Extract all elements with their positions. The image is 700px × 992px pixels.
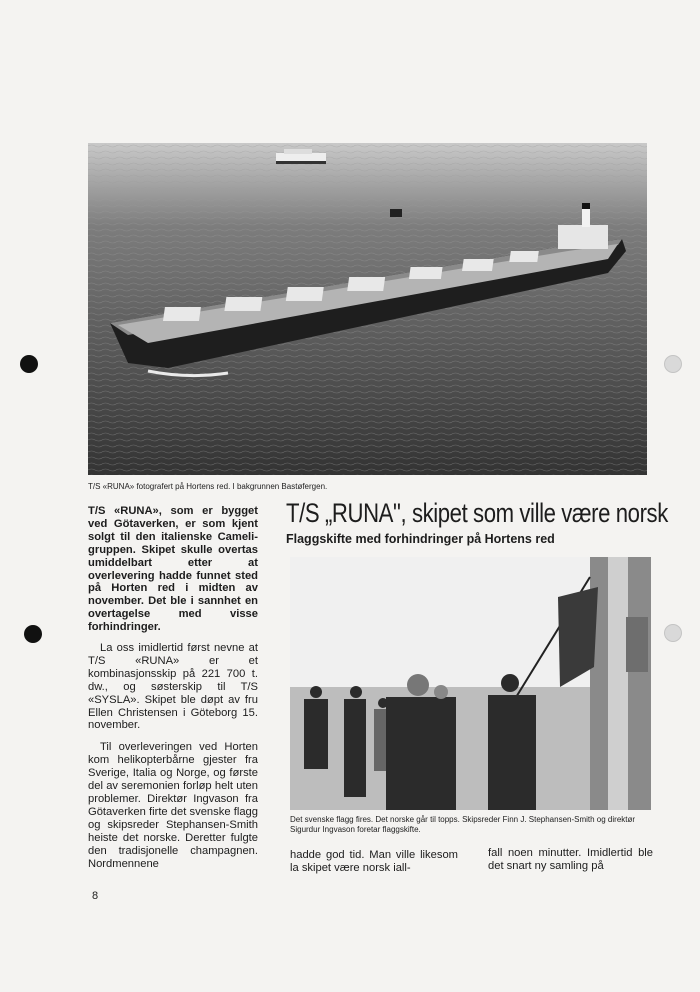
ship-photo xyxy=(88,143,647,475)
article-subheadline: Flaggskifte med forhindringer på Hortens red xyxy=(286,532,555,546)
page-number: 8 xyxy=(92,890,99,902)
ship-photo-caption: T/S «RUNA» fotografert på Hortens red. I bakgrunnen Bastøfergen. xyxy=(88,482,328,491)
article-headline: T/S „RUNA", skipet som ville være norsk xyxy=(286,498,668,528)
binder-hole xyxy=(664,624,682,642)
body-paragraph: La oss imidlertid først nevne at T/S «RUNA» er et kombinasjonsskip på 221 700 t. dw., og søsterskip til T/S «SYSLA». Skipet ble døpt av fru Ellen Christensen i Göteborg 15. november. xyxy=(88,642,258,732)
article-column-3: fall noen minutter. Imidlertid ble det snart ny samling på xyxy=(488,847,653,872)
flag-change-photo xyxy=(290,557,651,810)
binder-hole xyxy=(20,355,38,373)
binder-hole xyxy=(664,355,682,373)
binder-hole xyxy=(24,625,42,643)
article-column-2: hadde god tid. Man ville likesom la skipet være norsk iall- xyxy=(290,849,458,874)
flag-photo-caption: Det svenske flagg fires. Det norske går til topps. Skipsreder Finn J. Stephansen-Smith og direktør Sigurdur Ingvason foretar flaggskifte. xyxy=(290,815,636,834)
article-column-1 xyxy=(88,642,258,870)
article-lead: T/S «RUNA», som er bygget ved Götaverken, er som kjent solgt til den italienske Cameli-gruppen. Skipet skulle overtas umiddelbart etter at overlevering hadde funnet sted på Horten red i midten av november. Det ble i sannhet en overtagelse med visse forhindringer. xyxy=(88,505,258,634)
body-paragraph: Til overleveringen ved Horten kom helikopterbårne gjester fra Sverige, Italia og Norge, og første del av seremonien forløp helt uten problemer. Direktør Ingvason fra Götaverken firte det svenske flagg og skipsreder Stephansen-Smith heiste det norske. Deretter fulgte den tradisjonelle champagnen. Nordmennene xyxy=(88,741,258,870)
